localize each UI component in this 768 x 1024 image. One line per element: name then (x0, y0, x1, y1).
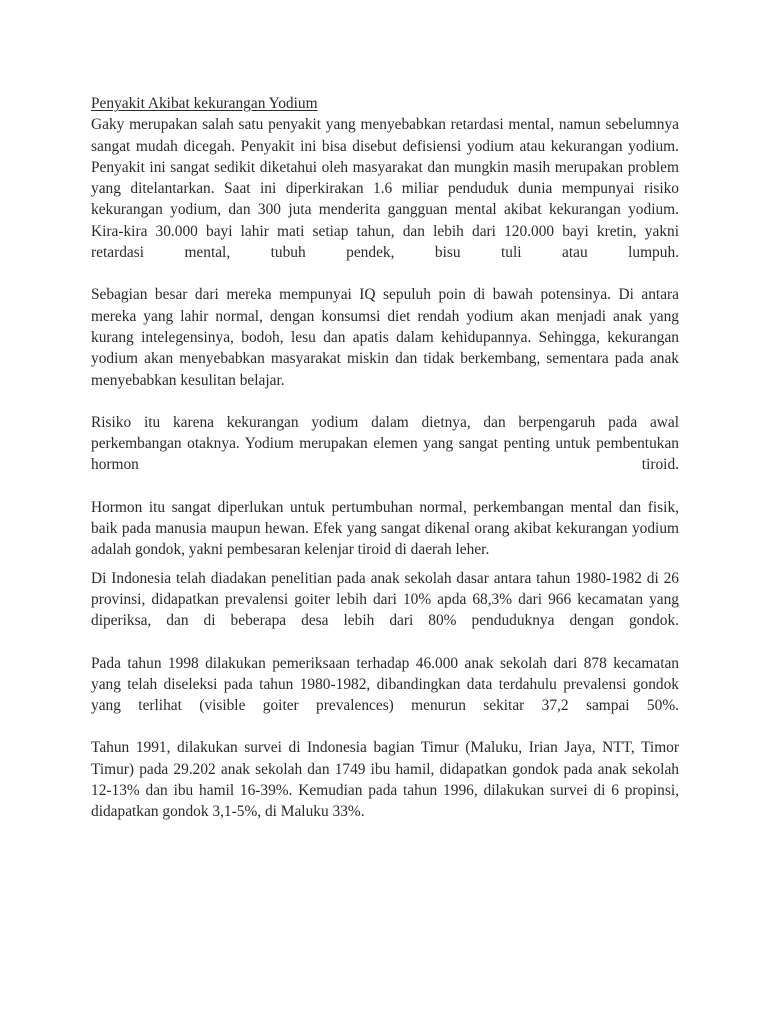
paragraph-hormon: Hormon itu sangat diperlukan untuk pertumbuhan normal, perkembangan mental dan fisik, baik pada manusia maupun hewan. Efek yang sangat dikenal orang akibat kekurangan yodium adalah gondok, yakni pembesaran kelenjar tiroid di daerah leher. (91, 498, 679, 559)
paragraph-iq: Sebagian besar dari mereka mempunyai IQ sepuluh poin di bawah potensinya. Di antara mereka yang lahir normal, dengan konsumsi diet rendah yodium akan menjadi anak yang kurang intelegensinya, bodoh, lesu dan apatis dalam kehidupannya. Sehingga, kekurangan yodium akan menyebabkan masyarakat miskin dan tidak berkembang, sementara pada anak menyebabkan kesulitan belajar. (91, 286, 679, 389)
paragraph-gaky: Gaky merupakan salah satu penyakit yang menyebabkan retardasi mental, namun sebelumnya sangat mudah dicegah. Penyakit ini bisa disebut defisiensi yodium atau kekurangan yodium. Penyakit ini sangat sedikit diketahui oleh masyarakat dan mungkin masih merupakan problem yang ditelantarkan. Saat ini diperkirakan 1.6 miliar penduduk dunia mempunyai risiko kekurangan yodium, dan 300 juta menderita gangguan mental akibat kekurangan yodium. Kira-kira 30.000 bayi lahir mati setiap tahun, dan lebih dari 120.000 bayi kretin, yakni retardasi mental, tubuh pendek, bisu tuli atau lumpuh. (91, 116, 679, 262)
document-page (91, 93, 679, 823)
document-title: Penyakit Akibat kekurangan Yodium (91, 95, 318, 112)
paragraph-1998: Pada tahun 1998 dilakukan pemeriksaan terhadap 46.000 anak sekolah dari 878 kecamatan yang telah diseleksi pada tahun 1980-1982, dibandingkan data terdahulu prevalensi gondok yang terlihat (visible goiter prevalences) menurun sekitar 37,2 sampai 50%. (91, 654, 679, 715)
paragraph-indonesia-1980: Di Indonesia telah diadakan penelitian pada anak sekolah dasar antara tahun 1980-1982 di 26 provinsi, didapatkan prevalensi goiter lebih dari 10% apda 68,3% dari 966 kecamatan yang diperiksa, dan di beberapa desa lebih dari 80% penduduknya dengan gondok. (91, 569, 679, 630)
paragraph-1991: Tahun 1991, dilakukan survei di Indonesia bagian Timur (Maluku, Irian Jaya, NTT, Timor Timur) pada 29.202 anak sekolah dan 1749 ibu hamil, didapatkan gondok pada anak sekolah 12-13% dan ibu hamil 16-39%. Kemudian pada tahun 1996, dilakukan survei di 6 propinsi, didapatkan gondok 3,1-5%, di Maluku 33%. (91, 739, 679, 821)
paragraph-risiko: Risiko itu karena kekurangan yodium dalam dietnya, dan berpengaruh pada awal perkembangan otaknya. Yodium merupakan elemen yang sangat penting untuk pembentukan hormon tiroid. (91, 413, 679, 474)
